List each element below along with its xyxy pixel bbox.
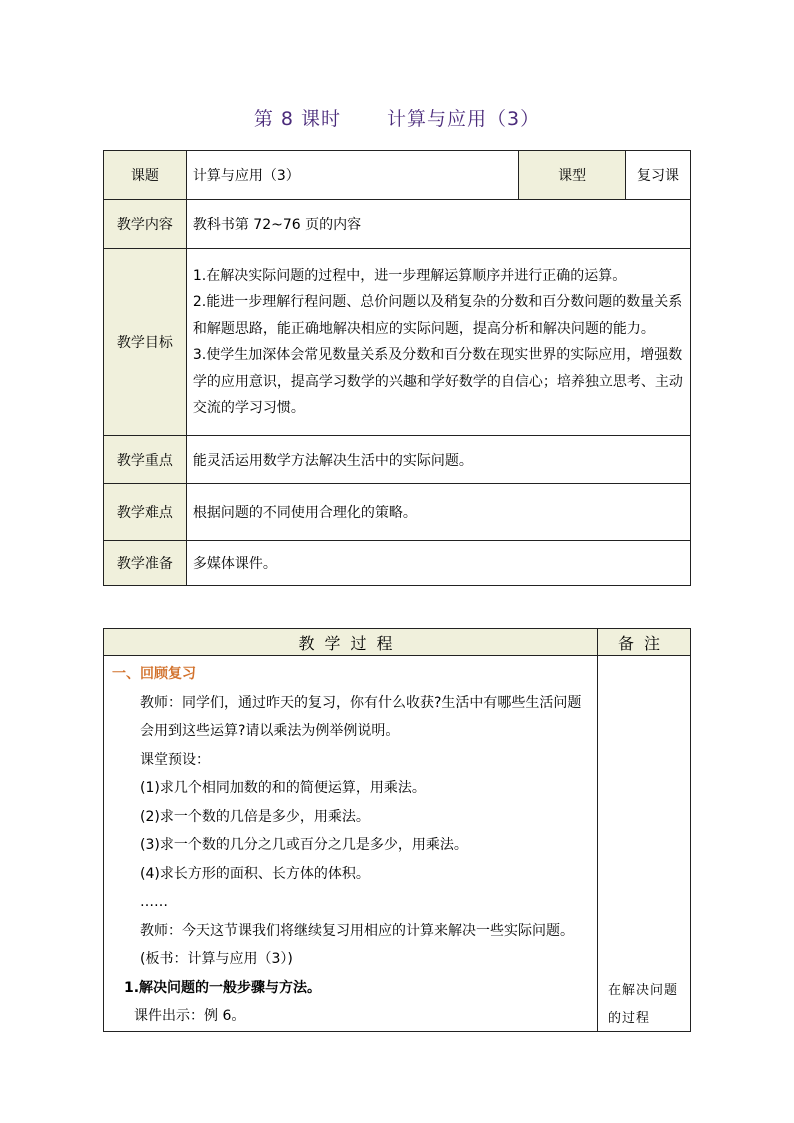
topic-value: 计算与应用（3） xyxy=(186,151,518,200)
process-header: 教学过程 xyxy=(104,629,598,656)
content-label: 教学内容 xyxy=(104,200,187,249)
note-header: 备注 xyxy=(598,629,691,656)
key-label: 教学重点 xyxy=(104,436,187,484)
note-text: 在解决问题的过程 xyxy=(608,983,679,1026)
section-heading: 一、回顾复习 xyxy=(112,666,196,682)
note-cell xyxy=(598,656,691,1032)
preset-item: (3)求一个数的几分之几或百分之几是多少，用乘法。 xyxy=(140,837,468,853)
teacher-question: 教师：同学们，通过昨天的复习，你有什么收获?生活中有哪些生活问题会用到这些运算?请以乘法为例举例说明。 xyxy=(140,694,582,739)
content-value: 教科书第 72~76 页的内容 xyxy=(186,200,690,249)
preset-label: 课堂预设： xyxy=(140,751,210,768)
teaching-process-table xyxy=(103,628,691,1032)
lesson-topic: 计算与应用（3） xyxy=(387,108,541,130)
preset-item: (2)求一个数的几倍是多少，用乘法。 xyxy=(140,808,370,825)
goal-label: 教学目标 xyxy=(104,249,187,436)
key-value: 能灵活运用数学方法解决生活中的实际问题。 xyxy=(186,436,690,484)
preset-item: (1)求几个相同加数的和的简便运算，用乘法。 xyxy=(140,780,426,796)
topic-label: 课题 xyxy=(104,151,187,200)
type-value: 复习课 xyxy=(626,151,691,200)
goal-item: 1.在解决实际问题的过程中，进一步理解运算顺序并进行正确的运算。 xyxy=(192,267,627,284)
page-title xyxy=(0,104,794,131)
step-heading: 1.解决问题的一般步骤与方法。 xyxy=(124,979,322,996)
lesson-number: 第 8 课时 xyxy=(253,108,342,130)
difficulty-label: 教学难点 xyxy=(104,484,187,541)
lesson-info-table xyxy=(103,150,691,586)
prep-value: 多媒体课件。 xyxy=(186,541,690,586)
goal-item: 2.能进一步理解行程问题、总价问题以及稍复杂的分数和百分数问题的数量关系和解题思路，能正确地解决相应的实际问题，提高分析和解决问题的能力。 xyxy=(192,294,683,337)
goal-list xyxy=(186,249,690,436)
preset-item: (4)求长方形的面积、长方体的体积。 xyxy=(140,865,370,882)
ellipsis: …… xyxy=(140,894,168,910)
difficulty-value: 根据问题的不同使用合理化的策略。 xyxy=(186,484,690,541)
type-label: 课型 xyxy=(519,151,626,200)
goal-item: 3.使学生加深体会常见数量关系及分数和百分数在现实世界的实际应用，增强数学的应用意识，提高学习数学的兴趣和学好数学的自信心；培养独立思考、主动交流的学习习惯。 xyxy=(192,347,683,416)
teacher-intro: 教师：今天这节课我们将继续复习用相应的计算来解决一些实际问题。(板书：计算与应用（3）) xyxy=(140,922,574,967)
prep-label: 教学准备 xyxy=(104,541,187,586)
process-body xyxy=(104,656,598,1032)
courseware-line: 课件出示：例 6。 xyxy=(134,1008,246,1024)
